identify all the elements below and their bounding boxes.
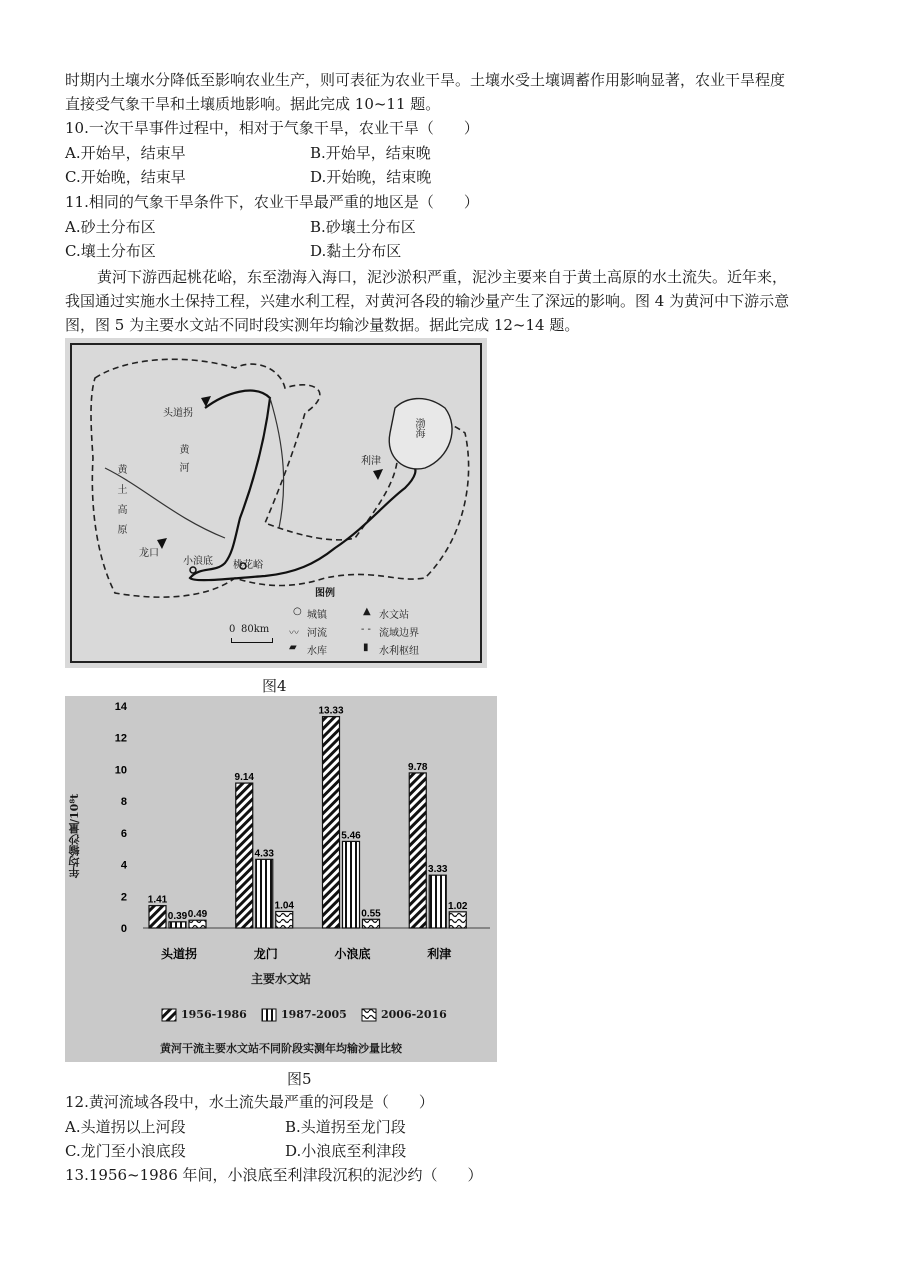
legend-swatch <box>361 1008 377 1022</box>
y-tick-label: 0 <box>120 923 127 935</box>
sediment-chart <box>65 696 497 1062</box>
q13-stem: 13.1956~1986 年间，小浪底至利津段沉积的泥沙约（ ） <box>65 1166 483 1184</box>
map-label-loess: 黄土高原 <box>115 464 126 544</box>
passage-line-3: 图，图 5 为主要水文站不同时段实测年均输沙量数据。据此完成 12~14 题。 <box>65 316 580 334</box>
bar-value-label: 4.33 <box>254 848 274 860</box>
bar-value-label: 13.33 <box>318 705 344 717</box>
q12-option-b: B.头道拐至龙门段 <box>285 1118 406 1136</box>
y-tick-label: 8 <box>120 796 127 809</box>
y-tick-label: 10 <box>114 764 127 777</box>
legend-title: 图例 <box>315 588 335 599</box>
bar-value-label: 5.46 <box>341 830 361 842</box>
legend-label: 1987-2005 <box>281 1008 347 1021</box>
bar <box>429 875 446 928</box>
chart-legend <box>65 1006 497 1028</box>
legend-town-icon: ○ <box>293 606 302 617</box>
q10-option-a: A.开始早，结束早 <box>65 144 186 162</box>
bar-value-label: 0.49 <box>187 909 208 921</box>
chart-x-axis-label: 主要水文站 <box>250 972 311 986</box>
map-label-taohuayu: 桃花峪 <box>233 560 263 571</box>
q11-option-d: D.黏土分布区 <box>310 242 402 260</box>
tributary-1 <box>270 398 284 528</box>
legend-swatch <box>261 1008 277 1022</box>
x-tick-label: 小浪底 <box>334 947 371 961</box>
yellow-river-map <box>65 338 487 668</box>
bar <box>276 912 293 928</box>
figure-4-caption: 图4 <box>262 677 287 695</box>
bar-value-label: 0.55 <box>361 908 381 920</box>
legend-boundary-icon: - - <box>361 624 371 635</box>
map-label-lijin: 利津 <box>361 456 381 467</box>
bar-value-label: 9.14 <box>234 772 254 784</box>
bar <box>323 717 340 928</box>
legend-swatch <box>161 1008 177 1022</box>
legend-boundary: 流域边界 <box>379 628 419 639</box>
map-label-bohai: 渤海 <box>413 418 424 438</box>
bar <box>236 783 253 928</box>
legend-hub-icon: ▮ <box>363 642 369 653</box>
q10-option-b: B.开始早，结束晚 <box>310 144 431 162</box>
chart-title: 黄河干流主要水文站不同阶段实测年均输沙量比较 <box>160 1042 402 1055</box>
bar <box>256 859 273 928</box>
y-tick-label: 6 <box>120 827 127 840</box>
station-lijin-icon <box>373 469 383 480</box>
map-label-toudaoguai: 头道拐 <box>163 408 193 419</box>
bar-value-label: 1.04 <box>274 900 294 912</box>
bar <box>189 920 206 928</box>
xiaolangdi-town-icon <box>190 567 196 573</box>
map-label-huanghe: 黄河 <box>177 444 188 480</box>
q12-stem: 12.黄河流域各段中，水土流失最严重的河段是（ ） <box>65 1093 434 1111</box>
bar <box>409 773 426 928</box>
q10-stem: 10.一次干旱事件过程中，相对于气象干旱，农业干旱（ ） <box>65 119 479 137</box>
scale-bar <box>231 638 273 643</box>
bar <box>343 841 360 928</box>
legend-station-icon: ▲ <box>363 606 371 617</box>
y-tick-label: 12 <box>114 732 127 745</box>
scale-length: 80km <box>241 624 270 635</box>
legend-river: 河流 <box>307 628 327 639</box>
intro-line-1: 时期内土壤水分降低至影响农业生产，则可表征为农业干旱。土壤水受土壤调蓄作用影响显著，农业干旱程度 <box>65 71 786 89</box>
q11-option-c: C.壤土分布区 <box>65 242 156 260</box>
legend-hub: 水利枢纽 <box>379 646 419 657</box>
yellow-river-line <box>190 391 415 581</box>
x-tick-label: 头道拐 <box>160 947 198 961</box>
scale-zero: 0 <box>229 624 236 635</box>
legend-swatch-rect <box>162 1009 176 1021</box>
legend-reservoir-icon: ▰ <box>289 642 297 653</box>
x-tick-label: 利津 <box>427 947 452 961</box>
legend-swatch-rect <box>362 1009 376 1021</box>
chart-y-axis-label: 年均输沙量/10⁸t <box>68 793 81 879</box>
map-legend <box>229 584 473 660</box>
y-tick-label: 4 <box>120 859 127 872</box>
y-tick-label: 14 <box>114 701 127 713</box>
x-tick-label: 龙门 <box>253 947 278 961</box>
passage-line-2: 我国通过实施水土保持工程，兴建水利工程，对黄河各段的输沙量产生了深远的影响。图 4 为黄河中下游示意 <box>65 292 790 310</box>
q11-stem: 11.相同的气象干旱条件下，农业干旱最严重的地区是（ ） <box>65 193 479 211</box>
legend-swatch-rect <box>262 1009 276 1021</box>
q10-option-c: C.开始晚，结束早 <box>65 168 186 186</box>
legend-label: 1956-1986 <box>181 1008 247 1021</box>
legend-label: 2006-2016 <box>381 1008 447 1021</box>
q12-option-c: C.龙门至小浪底段 <box>65 1142 186 1160</box>
intro-line-2: 直接受气象干旱和土壤质地影响。据此完成 10~11 题。 <box>65 95 441 113</box>
q10-option-d: D.开始晚，结束晚 <box>310 168 432 186</box>
figure-5-caption: 图5 <box>287 1070 312 1088</box>
bar-value-label: 1.02 <box>448 900 468 912</box>
legend-river-icon: 〰 <box>289 628 299 639</box>
legend-station: 水文站 <box>379 610 409 621</box>
legend-reservoir: 水库 <box>307 646 327 657</box>
bar-value-label: 0.39 <box>167 910 188 922</box>
bar <box>169 922 186 928</box>
map-label-longkou: 龙口 <box>139 548 159 559</box>
bar <box>449 912 466 928</box>
bar-value-label: 9.78 <box>408 761 428 773</box>
bar <box>363 919 380 928</box>
legend-town: 城镇 <box>307 610 327 621</box>
map-label-xiaolangdi: 小浪底 <box>183 556 213 567</box>
q11-option-b: B.砂壤土分布区 <box>310 218 416 236</box>
bar <box>149 906 166 928</box>
bar-value-label: 1.41 <box>147 894 168 906</box>
q12-option-d: D.小浪底至利津段 <box>285 1142 407 1160</box>
q11-option-a: A.砂土分布区 <box>65 218 156 236</box>
q12-option-a: A.头道拐以上河段 <box>65 1118 186 1136</box>
bar-value-label: 3.33 <box>428 864 448 876</box>
passage-line-1: 黄河下游西起桃花峪，东至渤海入海口，泥沙淤积严重，泥沙主要来自于黄土高原的水土流失。近年来， <box>97 268 788 286</box>
y-tick-label: 2 <box>120 891 127 904</box>
